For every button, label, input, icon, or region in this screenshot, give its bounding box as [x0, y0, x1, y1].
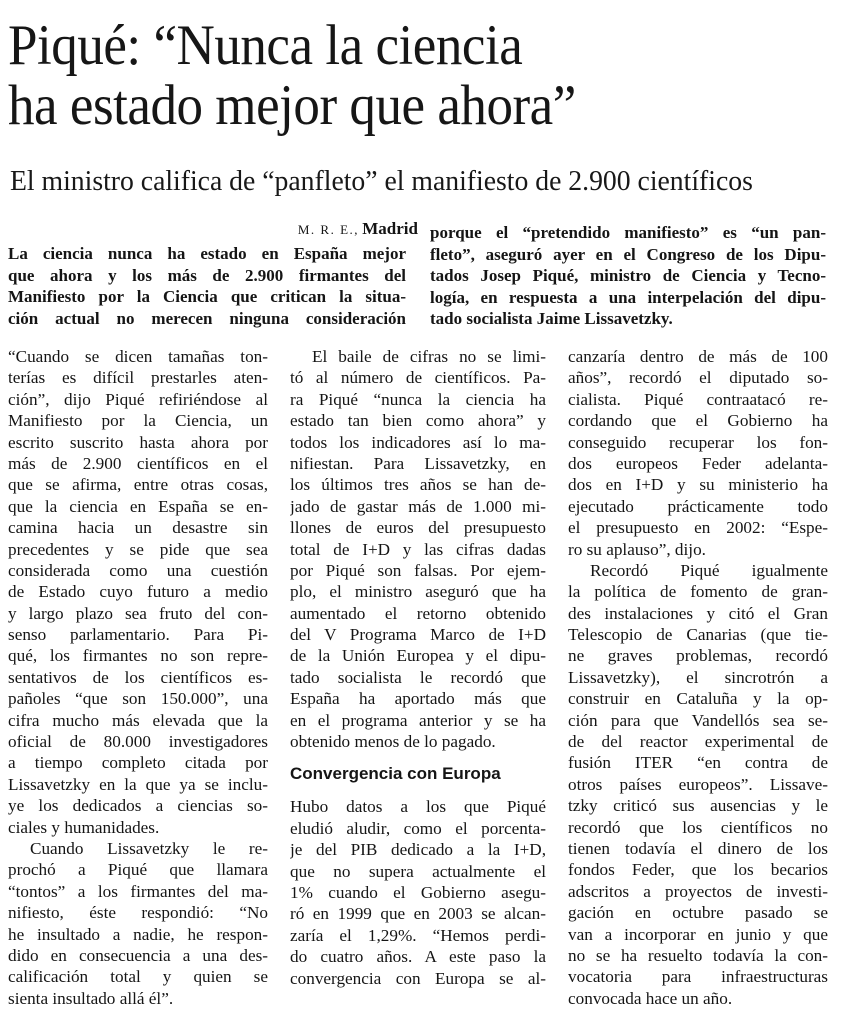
text-line: ne graves problemas, recordó — [568, 646, 828, 666]
text-line: convocada hace un año. — [568, 988, 733, 1008]
text-line: obtenido menos de lo pagado. — [290, 732, 496, 752]
text-line: Recordó Piqué igualmente — [590, 560, 828, 580]
text-line: calificación total y quien se — [8, 967, 268, 987]
text-line: tado socialista le recordó que — [290, 667, 546, 687]
text-line: Lissavetzky), el sincrotrón a — [568, 667, 828, 687]
text-line: ciales y humanidades. — [8, 817, 160, 837]
text-line: Hubo datos a los que Piqué — [290, 797, 546, 817]
text-line: des instalaciones y citó el Gran — [568, 603, 828, 623]
text-line: cialista. Piqué contraatacó re- — [568, 389, 828, 409]
text-line: terías es difícil prestarles aten- — [8, 368, 268, 388]
text-line: que no supera actualmente el — [290, 861, 546, 881]
text-line: zaría el 1,29%. “Hemos perdi- — [290, 925, 546, 945]
headline — [8, 16, 780, 136]
text-line: qué, los firmantes no son repre- — [8, 646, 268, 666]
text-line: que la ciencia en España se en- — [8, 496, 268, 516]
text-line: ejecutado prácticamente todo — [568, 496, 828, 516]
article-column-2 — [290, 346, 546, 989]
text-line: fusión ITER “en contra de — [568, 753, 828, 773]
text-line: cifra mucho más elevada que la — [8, 710, 268, 730]
byline-author: M. R. E., — [297, 222, 360, 237]
text-line: los últimos tres años se han de- — [290, 475, 546, 495]
text-line: canzaría dentro de más de 100 — [568, 347, 828, 366]
text-line: Manifiesto por la Ciencia, un — [8, 411, 268, 431]
text-line: Cuando Lissavetzky le re- — [30, 838, 268, 858]
text-line: conseguido recuperar los fon- — [568, 432, 828, 452]
byline-city: Madrid — [362, 219, 418, 238]
text-line: a tiempo completo citada por — [8, 753, 268, 773]
text-line: sienta insultado allá él”. — [8, 988, 174, 1008]
lead-paragraph-left — [8, 243, 406, 329]
text-line: que ahora y los más de 2.900 firmantes del — [8, 265, 406, 285]
text-line: van a incorporar en junio y que — [568, 924, 828, 944]
article-column-1 — [8, 346, 268, 1009]
text-line: jado de gastar más de 1.000 mi- — [290, 496, 546, 516]
text-line: convergencia con Europa se al- — [290, 968, 546, 988]
text-line: tados Josep Piqué, ministro de Ciencia y Tecno- — [430, 266, 826, 286]
text-line: plo, el ministro aseguró que ha — [290, 582, 546, 602]
text-line: logía, en respuesta a una interpelación del dipu- — [430, 287, 826, 307]
text-line: La ciencia nunca ha estado en España mejor — [8, 244, 406, 263]
text-line: por Piqué son falsas. Por ejem- — [290, 560, 546, 580]
text-line: que se afirma, entre otras cosas, — [8, 475, 268, 495]
text-line: ro su aplauso”, dijo. — [568, 539, 706, 559]
text-line: no se ha resuelto todavía la con- — [568, 945, 828, 965]
text-line: senso parlamentario. Para Pi- — [8, 625, 268, 645]
byline — [272, 219, 418, 239]
subheadline: El ministro califica de “panfleto” el manifiesto de 2.900 científicos — [10, 165, 753, 197]
text-line: escrito suscrito hasta ahora por — [8, 432, 268, 452]
text-line: todos los indicadores así lo ma- — [290, 432, 546, 452]
text-line: Manifiesto por la Ciencia que critican la situa- — [8, 287, 406, 307]
text-line: considerada como una cuestión — [8, 560, 268, 580]
text-line: España ha aportado más que — [290, 689, 546, 709]
text-line: nifiestan. Para Lissavetzky, en — [290, 453, 546, 473]
text-line: dos europeos Feder adelanta- — [568, 453, 828, 473]
text-line: “tontos” a los firmantes del ma- — [8, 881, 268, 901]
text-line: tó al número de científicos. Pa- — [290, 368, 546, 388]
text-line: “Cuando se dicen tamañas ton- — [8, 347, 268, 366]
text-line: estado tan bien como ahora” y — [290, 411, 546, 431]
text-line: ción para que Vandellós sea se- — [568, 710, 828, 730]
text-line: y largo plazo sea fruto del con- — [8, 603, 268, 623]
text-line: vocatoria para infraestructuras — [568, 967, 828, 987]
article-column-3 — [568, 346, 828, 1009]
text-line: precedentes y se pide que sea — [8, 539, 268, 559]
text-line: el presupuesto en 2002: “Espe- — [568, 518, 828, 538]
text-line: je del PIB dedicado a la I+D, — [290, 840, 546, 860]
text-line: dido en consecuencia a una des- — [8, 945, 268, 965]
text-line: de la Unión Europea y el dipu- — [290, 646, 546, 666]
text-line: adscritos a proyectos de investi- — [568, 881, 828, 901]
text-line: ción”, dijo Piqué refiriéndose al — [8, 389, 268, 409]
text-line: eludió aludir, como el porcenta- — [290, 818, 546, 838]
text-line: la política de fomento de gran- — [568, 582, 828, 602]
text-line: cordando que el Gobierno ha — [568, 411, 828, 431]
text-line: de Estado cuyo futuro a medio — [8, 582, 268, 602]
text-line: recordó que los científicos no — [568, 817, 828, 837]
text-line: aumentado el retorno obtenido — [290, 603, 546, 623]
text-line: fleto”, aseguró ayer en el Congreso de los Dipu- — [430, 244, 826, 264]
text-line: ró en 1999 que en 2003 se alcan- — [290, 904, 546, 924]
text-line: Lissavetzky en la que ya se inclu- — [8, 774, 268, 794]
text-line: tado socialista Jaime Lissavetzky. — [430, 309, 673, 329]
headline-line-1: Piqué: “Nunca la ciencia — [8, 14, 523, 77]
text-line: ra Piqué “nunca la ciencia ha — [290, 389, 546, 409]
text-line: llones de euros del presupuesto — [290, 518, 546, 538]
text-line: años”, recordó el diputado so- — [568, 368, 828, 388]
text-line: prochó a Piqué que llamara — [8, 860, 268, 880]
text-line: El baile de cifras no se limi- — [312, 347, 546, 366]
text-line: tzky criticó sus ausencias y le — [568, 796, 828, 816]
text-line: nifiesto, éste respondió: “No — [8, 903, 268, 923]
text-line: he insultado a nadie, he respon- — [8, 924, 268, 944]
text-line: ción actual no merecen ninguna consideración — [8, 308, 406, 328]
text-line: sentativos de los científicos es- — [8, 667, 268, 687]
text-line: porque el “pretendido manifiesto” es “un pan- — [430, 223, 826, 242]
text-line: dos en I+D y su ministerio ha — [568, 475, 828, 495]
text-line: del V Programa Marco de I+D — [290, 625, 546, 645]
text-line: Telescopio de Canarias (que tie- — [568, 625, 828, 645]
text-line: fondos Feder, que los becarios — [568, 860, 828, 880]
text-line: 1% cuando el Gobierno asegu- — [290, 882, 546, 902]
section-subtitle: Convergencia con Europa — [290, 764, 501, 784]
text-line: gación en octubre pasado se — [568, 903, 828, 923]
text-line: en el programa anterior y se ha — [290, 710, 546, 730]
text-line: do cuatro años. A este paso la — [290, 947, 546, 967]
text-line: pañoles “que son 150.000”, una — [8, 689, 268, 709]
lead-paragraph-right — [430, 222, 826, 330]
text-line: otros países europeos”. Lissave- — [568, 774, 828, 794]
text-line: ye los dedicados a ciencias so- — [8, 796, 268, 816]
text-line: camina hacia un desastre sin — [8, 518, 268, 538]
headline-line-2: ha estado mejor que ahora” — [8, 74, 576, 137]
text-line: oficial de 80.000 investigadores — [8, 732, 268, 752]
text-line: total de I+D y las cifras dadas — [290, 539, 546, 559]
text-line: construir en Cataluña y la op- — [568, 689, 828, 709]
text-line: más de 2.900 científicos en el — [8, 453, 268, 473]
text-line: de del reactor experimental de — [568, 732, 828, 752]
text-line: tienen todavía el dinero de los — [568, 838, 828, 858]
